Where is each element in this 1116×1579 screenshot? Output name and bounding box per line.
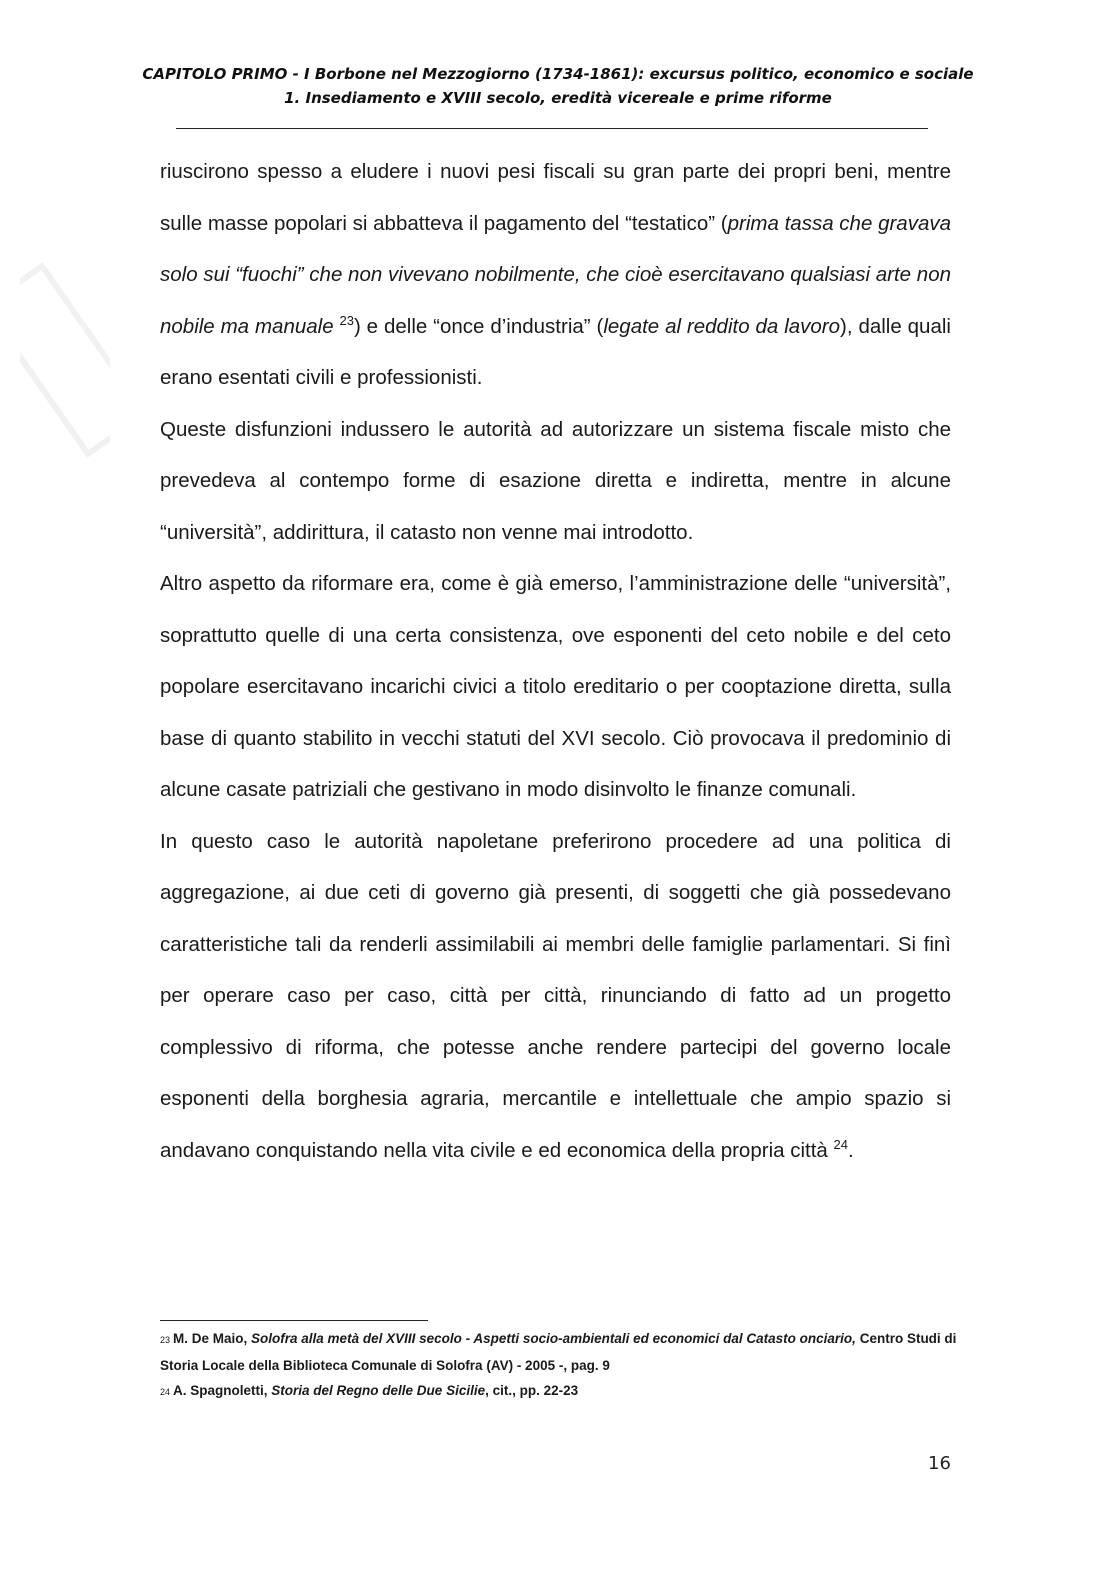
header-section-title: 1. Insediamento e XVIII secolo, eredità vicereale e prime riforme (284, 89, 832, 107)
footnote-24 (160, 1378, 960, 1405)
paragraph-4 (160, 816, 951, 1177)
p1-italic-1: prima tassa che gravava solo sui “fuochi” che non vivevano nobilmente, che cioè esercitavano qualsiasi arte non nobile ma manuale (160, 211, 952, 338)
p1-text-2: ) e delle “once d’industria” ( (353, 314, 604, 338)
footnote-23 (160, 1326, 960, 1378)
body-text (160, 146, 951, 1176)
footnote-title: Solofra alla metà del XVIII secolo - Aspetti socio-ambientali ed economici dal Catasto onciario, (251, 1331, 856, 1346)
paragraph-2: Queste disfunzioni indussero le autorità ad autorizzare un sistema fiscale misto che prevedeva al contempo forme di esazione diretta e indiretta, mentre in alcune “università”, addirittura, il catasto non venne mai introdotto. (160, 417, 951, 544)
paragraph-1 (160, 146, 951, 404)
page-number: 16 (928, 1453, 951, 1474)
p4-text-1: In questo caso le autorità napoletane preferirono procedere ad una politica di aggregazione, ai due ceti di governo già presenti, di soggetti che già possedevano caratteristiche tali da renderli assimilabili ai membri delle famiglie parlamentari. Si finì per operare caso per caso, città per città, rinunciando di fatto ad un progetto complessivo di riforma, che potesse anche rendere partecipi del governo locale esponenti della borghesia agraria, mercantile e intellettuale che ampio spazio si andavano conquistando nella vita civile e ed economica della propria città (160, 829, 951, 1162)
p4-text-2: . (847, 1138, 854, 1162)
footnote-rest: , cit., pp. 22-23 (485, 1383, 579, 1398)
footnote-ref-24[interactable]: 24 (833, 1136, 848, 1152)
header-chapter-title: CAPITOLO PRIMO - I Borbone nel Mezzogiorno (1734-1861): excursus politico, economico e sociale (142, 65, 974, 83)
p1-text-1: riuscirono spesso a eludere i nuovi pesi fiscali su gran parte dei propri beni, mentre sulle masse popolari si abbatteva il pagamento del “testatico” ( (160, 160, 951, 235)
footnote-rest: Centro Studi di Storia Locale della Biblioteca Comunale di Solofra (AV) - 2005 -, pag. 9 (160, 1331, 957, 1373)
footnote-number: 23 (160, 1335, 171, 1345)
p1-italic-2: legate al reddito da lavoro (603, 314, 841, 338)
footnotes (160, 1326, 960, 1405)
header-divider (176, 128, 928, 129)
footnote-title: Storia del Regno delle Due Sicilie (271, 1383, 486, 1398)
watermark-decoration (20, 260, 110, 460)
p1-text-3: ), dalle quali erano esentati civili e professionisti. (160, 314, 951, 389)
footnote-author: A. Spagnoletti, (173, 1383, 272, 1398)
footnote-number: 24 (160, 1387, 171, 1397)
running-header (0, 62, 1116, 110)
paragraph-3: Altro aspetto da riformare era, come è già emerso, l’amministrazione delle “università”, soprattutto quelle di una certa consistenza, ove esponenti del ceto nobile e del ceto popolare esercitavano incarichi civici a titolo ereditario o per cooptazione diretta, sulla base di quanto stabilito in vecchi statuti del XVI secolo. Ciò provocava il predominio di alcune casate patriziali che gestivano in modo disinvolto le finanze comunali. (160, 572, 951, 801)
footnote-divider (160, 1320, 428, 1321)
footnote-author: M. De Maio, (173, 1331, 252, 1346)
footnote-ref-23[interactable]: 23 (339, 312, 354, 328)
